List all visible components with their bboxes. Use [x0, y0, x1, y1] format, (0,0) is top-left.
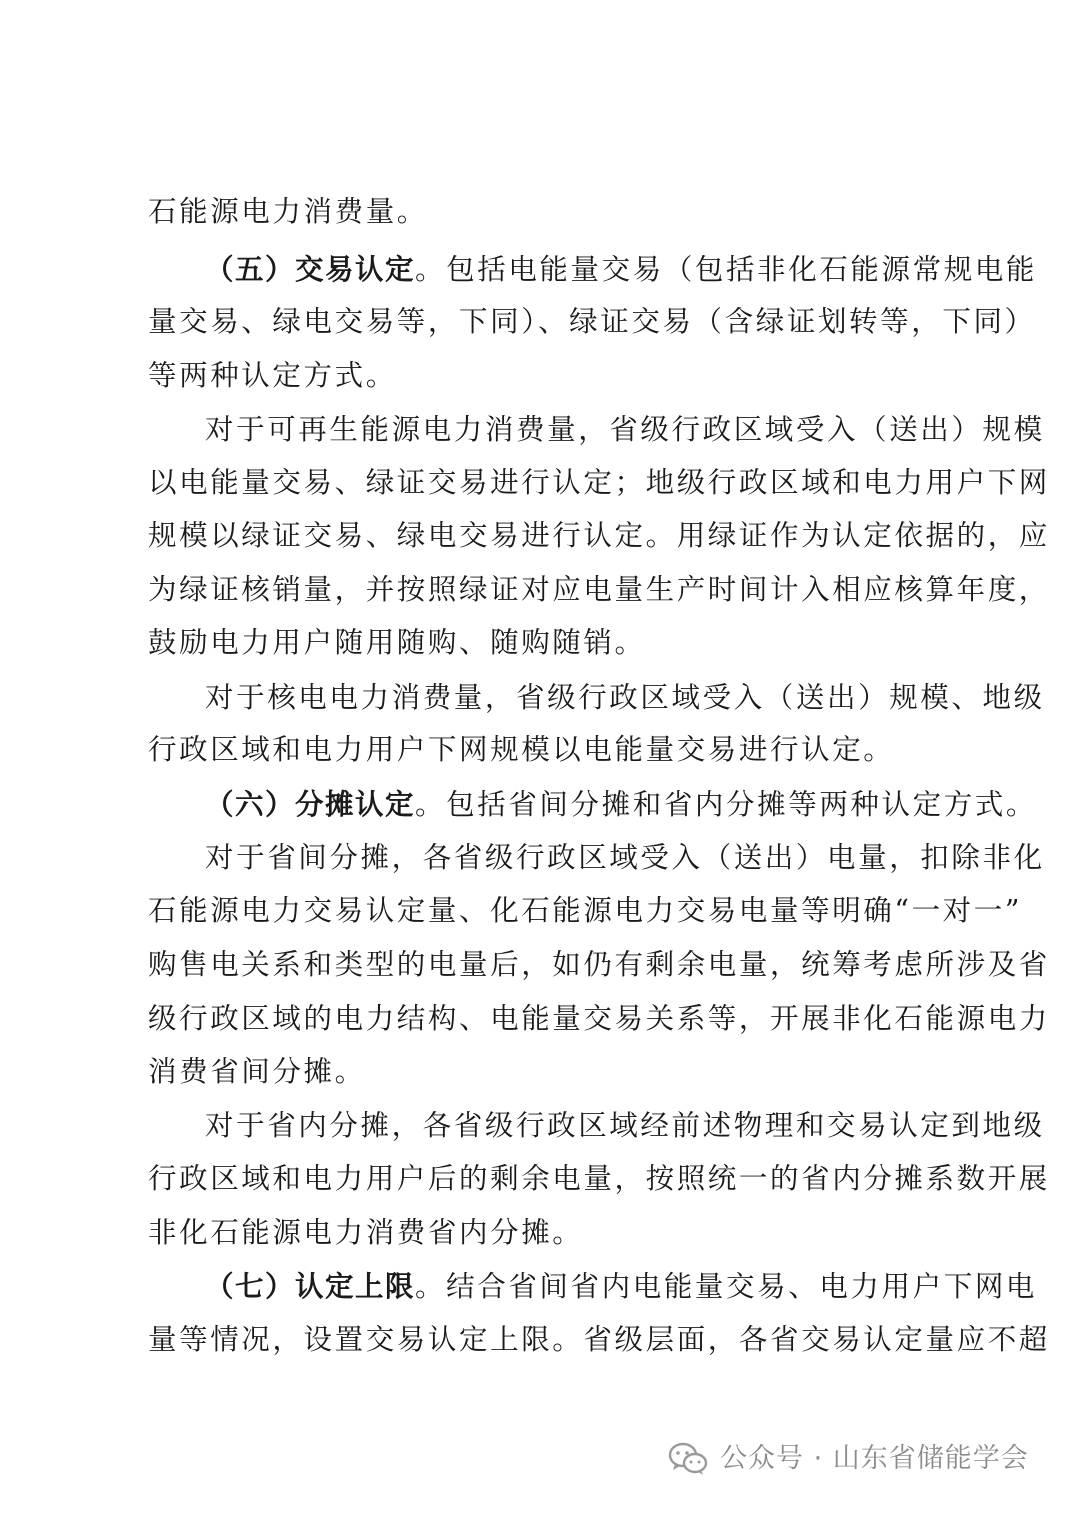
text-line: 石能源电力消费量。	[148, 195, 428, 228]
text-line: 鼓励电力用户随用随购、随购随销。	[148, 626, 646, 659]
text-line: 消费省间分摊。	[148, 1055, 366, 1088]
text-line: 对于省间分摊，各省级行政区域受入（送出）电量，扣除非化	[205, 841, 1045, 874]
watermark	[668, 1432, 1029, 1486]
text-line: 对于省内分摊，各省级行政区域经前述物理和交易认定到地级	[205, 1109, 1045, 1142]
text-line: 量交易、绿电交易等，下同）、绿证交易（含绿证划转等，下同）	[148, 305, 1036, 338]
text-line: 对于可再生能源电力消费量，省级行政区域受入（送出）规模	[205, 413, 1045, 446]
text-line: （五）交易认定。包括电能量交易（包括非化石能源常规电能	[205, 252, 1038, 286]
text-line: 规模以绿证交易、绿电交易进行认定。用绿证作为认定依据的，应	[148, 519, 1050, 552]
text-line: 非化石能源电力消费省内分摊。	[148, 1216, 584, 1249]
text-line: 行政区域和电力用户后的剩余电量，按照统一的省内分摊系数开展	[148, 1162, 1050, 1195]
watermark-text: 公众号 · 山东省储能学会	[720, 1443, 1029, 1474]
text-line: 以电能量交易、绿证交易进行认定；地级行政区域和电力用户下网	[148, 466, 1050, 499]
section-heading: （七）认定上限	[205, 1269, 416, 1303]
text-line: 购售电关系和类型的电量后，如仍有剩余电量，统筹考虑所涉及省	[148, 948, 1050, 981]
text-line: 级行政区域的电力结构、电能量交易关系等，开展非化石能源电力	[148, 1002, 1050, 1035]
text-line: 等两种认定方式。	[148, 359, 397, 392]
text-line: 量等情况，设置交易认定上限。省级层面，各省交易认定量应不超	[148, 1323, 1050, 1356]
text-line: 行政区域和电力用户下网规模以电能量交易进行认定。	[148, 733, 895, 766]
section-heading: （六）分摊认定	[205, 787, 416, 821]
text-line: 对于核电电力消费量，省级行政区域受入（送出）规模、地级	[205, 681, 1045, 714]
section-heading: （五）交易认定	[205, 252, 416, 286]
wechat-icon	[668, 1442, 708, 1476]
text-line: 石能源电力交易认定量、化石能源电力交易电量等明确“一对一”	[148, 894, 1023, 927]
text-line: （六）分摊认定。包括省间分摊和省内分摊等两种认定方式。	[205, 787, 1038, 821]
text-line: 为绿证核销量，并按照绿证对应电量生产时间计入相应核算年度，	[148, 573, 1050, 606]
text-line: （七）认定上限。结合省间省内电能量交易、电力用户下网电	[205, 1269, 1038, 1303]
